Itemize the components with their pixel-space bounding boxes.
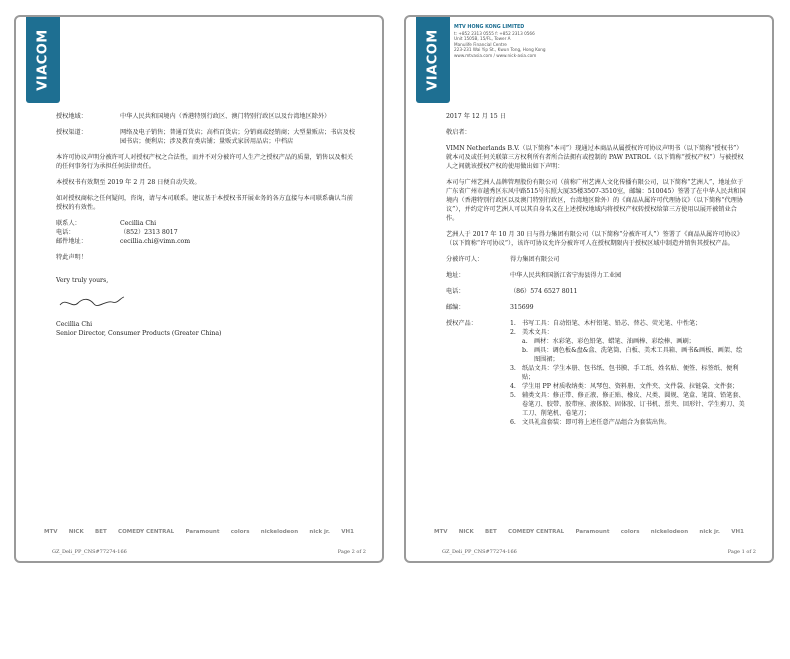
phone-label: 电话： bbox=[56, 229, 75, 236]
agent-paragraph: 本司与广州艺洲人品牌管理股份有限公司（前称广州艺洲人文化传播有限公司，以下简称“艺洲人”，地址位于广东省广州市越秀区东风中路515号东照大厦35楼3507-3510室，邮编：510045）签署了在中华人民共和国境内（香港特别行政区以及澳门特别行政区，台湾地区除外）的《商品从属许可代理协议》（以下简称“代理协议”），并约定许可艺洲人可以其自身名义在上述授权地域内将授权产权转授权给第三方使用以展开被销业合作。 bbox=[446, 179, 746, 222]
address-line: 223-231 Wai Yip St., Kwun Tong, Hong Kong bbox=[454, 47, 546, 53]
contact-value: Cecillia Chi bbox=[120, 220, 157, 227]
footer-logo: COMEDY CENTRAL bbox=[118, 529, 175, 535]
channel-row bbox=[56, 128, 358, 146]
territory-label: 授权地域： bbox=[56, 113, 87, 120]
territory-value: 中华人民共和国境内（香港特别行政区、澳门特别行政区以及台湾地区除外） bbox=[120, 113, 331, 120]
licensee-value: 得力集团有限公司 bbox=[510, 256, 560, 263]
letterhead bbox=[454, 25, 546, 59]
signature-image bbox=[56, 291, 126, 311]
list-item: 4. 学生用 PP 材质收纳类：风琴包、资料册、文件夹、文件袋、拉链袋、文件套； bbox=[510, 383, 739, 390]
letter-date: 2017 年 12 月 15 日 bbox=[446, 113, 506, 120]
postcode-label: 邮编： bbox=[446, 304, 465, 311]
footer-logo: Paramount bbox=[185, 529, 220, 535]
list-item: 1. 书写工具：自动铅笔、木杆铅笔、铅芯、替芯、荧光笔、中性笔； bbox=[510, 320, 702, 327]
doc-id: GZ_Deli_PP_CNS#77274-166 bbox=[442, 549, 517, 555]
list-item: 2. 美术文具： bbox=[510, 329, 553, 336]
address-row bbox=[446, 271, 748, 280]
footer-logo: nickelodeon bbox=[260, 529, 299, 535]
address-line: t: +852 2313 0555 f: +852 2313 0566 bbox=[454, 30, 535, 36]
footer-logo: colors bbox=[620, 529, 640, 535]
footer-logo: BET bbox=[485, 529, 497, 535]
address-line: www.mtvasia.com / www.nick-asia.com bbox=[454, 52, 537, 58]
footer-logo: Paramount bbox=[575, 529, 610, 535]
greeting: 敬启者： bbox=[446, 129, 471, 136]
footer-logo: VH1 bbox=[341, 529, 354, 535]
footer-logo: nickelodeon bbox=[650, 529, 689, 535]
email-label: 邮件地址： bbox=[56, 238, 87, 245]
footer-logo: nick jr. bbox=[699, 529, 720, 535]
intro-paragraph: VIMN Netherlands B.V.（以下简称“本司”）现通过本商品从属授权许可协议声明书（以下简称“授权书”）就本司及或任何关联第三方权利所有者所合法拥有或控制的 PAW PATROL（以下简称“授权产权”）与被授权人之间就该授权产权的使用做出如下声明： bbox=[446, 145, 744, 170]
list-item: 5. 辅类文具：修正带、修正液、修正贴、橡皮、尺类、圆规、笔盒、笔筒、铅笔套、卷笔刀、胶带、胶带座、液体胶、固体胶、订书机、票夹、回形针、学生剪刀、美工刀、削笔机、卷笔刀； bbox=[510, 392, 745, 417]
list-item: b. 画具：调色板&盘&盒、洗笔筒、白板、美术工具箱、画书&画板、画架、绘图围裙； bbox=[522, 347, 743, 363]
contact-row bbox=[56, 219, 358, 228]
validity-paragraph: 本许可协议声明分被许可人对授权产权之合法性，而并不对分被许可人生产之授权产品的质量，销售以及相关的任何事务行为承担任何法律责任。 bbox=[56, 154, 353, 170]
list-item: 6. 文具礼盒套装：即可将上述任意产品组合为套装出售。 bbox=[510, 419, 671, 426]
address-line: Unit 1505B, 15/FL, Tower A bbox=[454, 36, 511, 42]
viacom-logo bbox=[416, 17, 450, 103]
expiry-paragraph: 本授权书有效期至 2019 年 2 月 28 日便自动失效。 bbox=[56, 179, 201, 186]
channel-value: 网络及电子销售；普通百货店；高档百货店；分销商或经销商；大型量贩店；书店及校园书店；便利店；涉及教育类店铺；量贩式家居用品店；中档店 bbox=[120, 129, 356, 145]
footer-logo: BET bbox=[95, 529, 107, 535]
email-value[interactable]: cecillia.chi@vimn.com bbox=[120, 238, 191, 245]
postcode-value: 315699 bbox=[510, 304, 534, 311]
products-row bbox=[446, 319, 748, 427]
phone-value: （852）2313 8017 bbox=[120, 229, 178, 236]
phone-value: （86）574 6527 8011 bbox=[510, 288, 578, 295]
footer-logo: VH1 bbox=[731, 529, 744, 535]
footer-logo: MTV bbox=[434, 529, 448, 535]
footer-logo: NICK bbox=[458, 529, 474, 535]
licensee-label: 分被许可人： bbox=[446, 256, 484, 263]
products-label: 授权产品： bbox=[446, 320, 477, 327]
footer-logo: nick jr. bbox=[309, 529, 330, 535]
doc-id: GZ_Deli_PP_CNS#77274-166 bbox=[52, 549, 127, 555]
phone-label: 电话： bbox=[446, 288, 465, 295]
address-line: Manulife Financial Centre bbox=[454, 41, 507, 47]
licensee-row bbox=[446, 255, 748, 264]
address-value: 中华人民共和国浙江省宁海县得力工业园 bbox=[510, 272, 622, 279]
company-name: MTV HONG KONG LIMITED bbox=[454, 25, 525, 30]
letter-body bbox=[56, 112, 358, 338]
page-number: Page 1 of 2 bbox=[727, 549, 756, 555]
logo-main-text: VIACOM bbox=[425, 29, 441, 91]
sublicense-paragraph: 艺洲人于 2017 年 10 月 30 日与得力集团有限公司（以下简称“分被许可人”）签署了《商品从属许可协议》（以下简称“许可协议”），该许可协议允许分被许可人在授权期限内于授权区域中制造并销售其授权产品。 bbox=[446, 231, 744, 247]
address-label: 地址： bbox=[446, 272, 465, 279]
footer-logo: NICK bbox=[68, 529, 84, 535]
channel-label: 授权渠道： bbox=[56, 129, 87, 136]
footer-logo: colors bbox=[230, 529, 250, 535]
letter-body bbox=[446, 112, 748, 427]
closing-text: Very truly yours, bbox=[56, 277, 109, 284]
contact-label: 联系人： bbox=[56, 220, 81, 227]
list-item: a. 画材：水彩笔、彩色铅笔、蜡笔、油画棒、彩绘棒、画刷； bbox=[522, 338, 695, 345]
list-item: 3. 纸品文具：学生本册、包书纸、包书膜、手工纸、姓名贴、便签、标签纸、便利贴； bbox=[510, 365, 739, 381]
postcode-row bbox=[446, 303, 748, 312]
page-footer bbox=[52, 549, 366, 555]
signer-title: Senior Director, Consumer Products (Greater China) bbox=[56, 330, 222, 337]
email-row bbox=[56, 237, 358, 246]
footer-logo: MTV bbox=[44, 529, 58, 535]
notice-text: 特此声明！ bbox=[56, 254, 87, 261]
page-footer bbox=[442, 549, 756, 555]
phone-row bbox=[56, 228, 358, 237]
viacom-logo bbox=[26, 17, 60, 103]
products-list bbox=[510, 319, 748, 427]
footer-logo-strip bbox=[434, 527, 744, 537]
phone-row bbox=[446, 287, 748, 296]
page-number: Page 2 of 2 bbox=[337, 549, 366, 555]
inquiry-paragraph: 如对授权商标之任何疑问，咨询，请与本司联系。建议基于本授权书开展业务的各方直接与本司联系确认当前授权的有效性。 bbox=[56, 195, 353, 211]
footer-logo-strip bbox=[44, 527, 354, 537]
letter-page-1 bbox=[404, 15, 774, 563]
footer-logo: COMEDY CENTRAL bbox=[508, 529, 565, 535]
logo-main-text: VIACOM bbox=[35, 29, 51, 91]
signer-name: Cecillia Chi bbox=[56, 321, 93, 328]
letter-page-2 bbox=[14, 15, 384, 563]
territory-row bbox=[56, 112, 358, 121]
